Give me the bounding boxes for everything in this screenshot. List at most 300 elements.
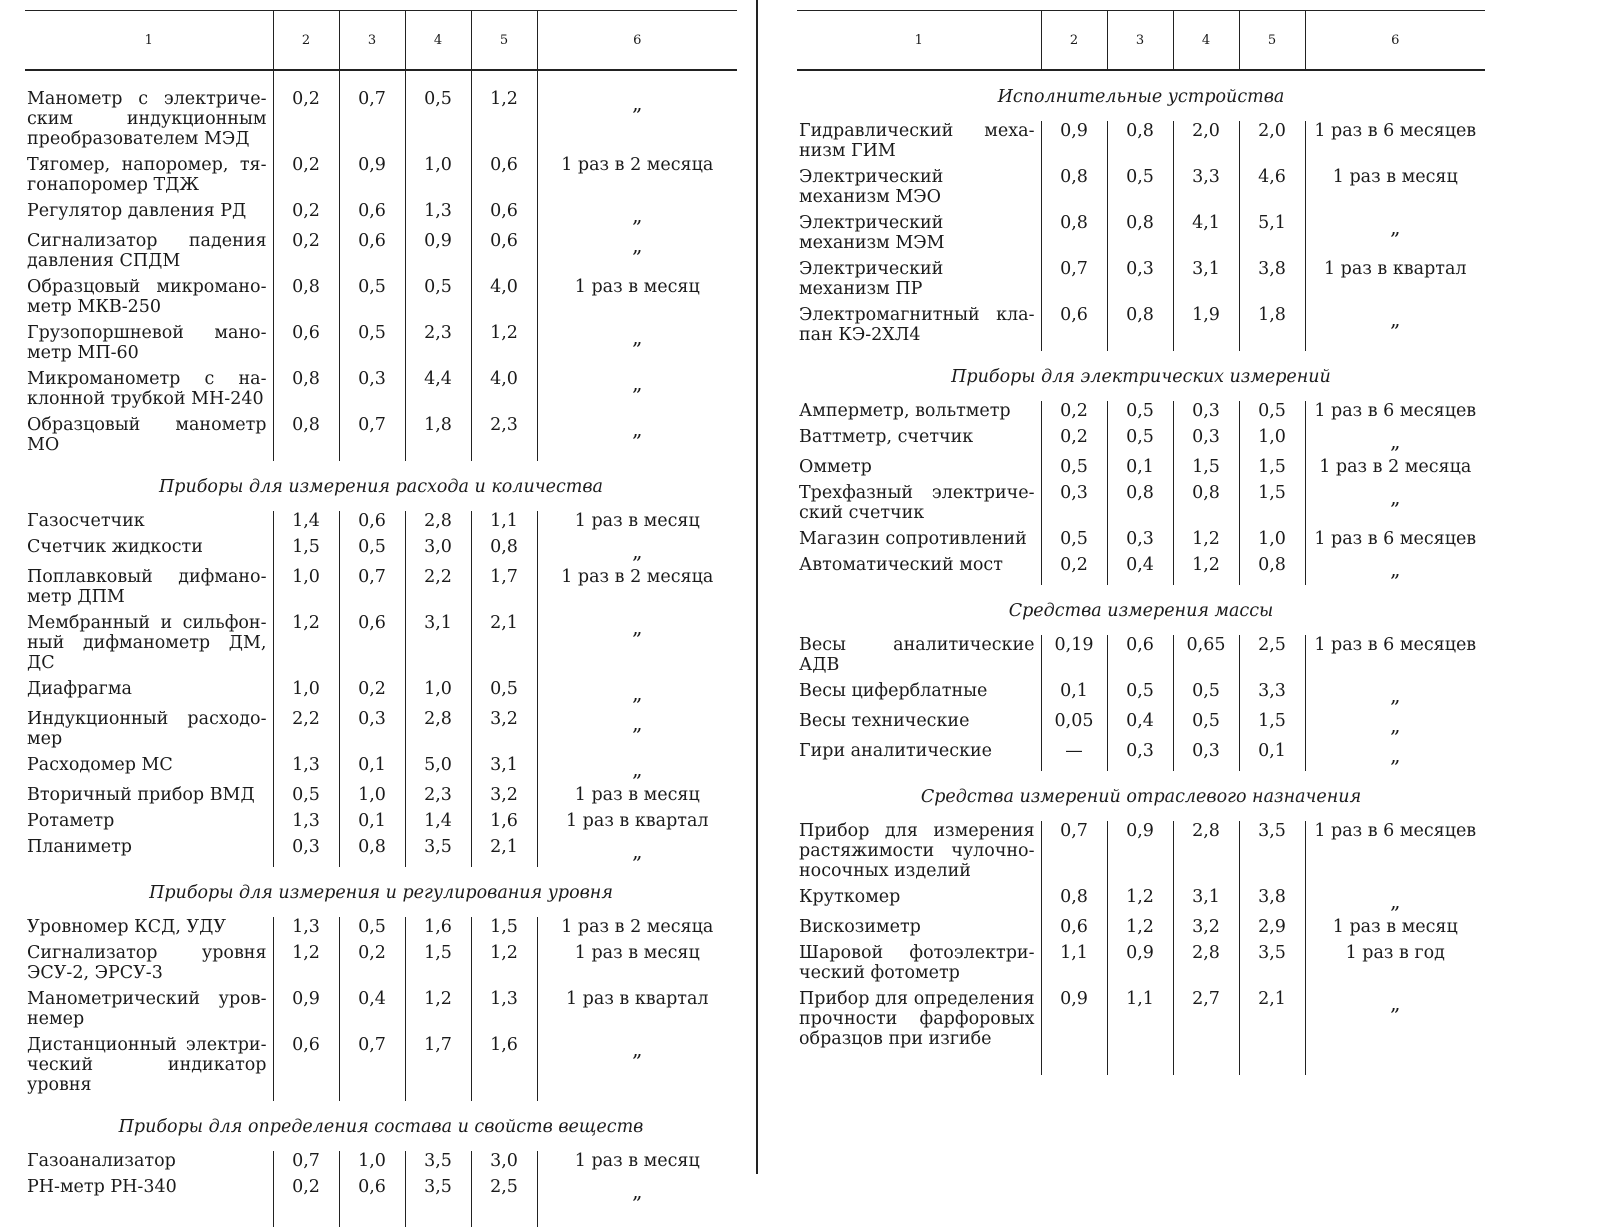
value-cell: 0,6 xyxy=(273,1035,339,1101)
instrument-name: Весы технические xyxy=(797,711,1041,741)
table-row xyxy=(25,567,737,613)
value-cell: 1,3 xyxy=(273,755,339,785)
value-cell: 3,3 xyxy=(1173,167,1239,213)
column-header: 2 xyxy=(273,11,339,71)
instrument-name: Расходомер МС xyxy=(25,755,273,785)
table-row xyxy=(25,837,737,867)
section-heading-row xyxy=(797,585,1485,635)
value-cell: 1,1 xyxy=(1041,943,1107,989)
value-cell: 0,5 xyxy=(405,89,471,155)
instrument-name: Шаровой фотоэлектри-ческий фотометр xyxy=(797,943,1041,989)
value-cell: 0,5 xyxy=(1173,711,1239,741)
value-cell: 0,8 xyxy=(1041,167,1107,213)
empty-cell xyxy=(405,1207,471,1227)
table-row xyxy=(25,155,737,201)
value-cell: 0,7 xyxy=(339,567,405,613)
value-cell: 0,7 xyxy=(339,415,405,461)
value-cell: 0,8 xyxy=(1041,213,1107,259)
value-cell: 0,3 xyxy=(339,369,405,415)
column-header: 6 xyxy=(537,11,737,71)
instrument-name: Грузопоршневой мано-метр МП-60 xyxy=(25,323,273,369)
value-cell: 0,5 xyxy=(405,277,471,323)
column-header: 4 xyxy=(1173,11,1239,71)
value-cell: 0,9 xyxy=(1107,943,1173,989)
value-cell: 1,2 xyxy=(1173,529,1239,555)
verification-period: „ xyxy=(1390,743,1401,767)
empty-cell xyxy=(273,1207,339,1227)
value-cell: 0,8 xyxy=(1107,305,1173,351)
column-header: 6 xyxy=(1305,11,1485,71)
verification-period: „ xyxy=(1390,889,1401,913)
value-cell: 2,1 xyxy=(471,837,537,867)
value-cell: 1,0 xyxy=(405,679,471,709)
value-cell: 2,0 xyxy=(1173,121,1239,167)
value-cell: 0,1 xyxy=(339,811,405,837)
value-cell: 2,2 xyxy=(273,709,339,755)
empty-cell xyxy=(1239,1055,1305,1075)
value-cell: 0,5 xyxy=(471,679,537,709)
value-cell: 0,5 xyxy=(1107,681,1173,711)
instrument-name: Весы аналитические АДВ xyxy=(797,635,1041,681)
value-cell: 0,3 xyxy=(1107,529,1173,555)
value-cell: 0,4 xyxy=(1107,711,1173,741)
value-cell: 0,5 xyxy=(1041,529,1107,555)
value-cell: 0,5 xyxy=(1173,681,1239,711)
value-cell: 1,2 xyxy=(273,943,339,989)
value-cell: 1,1 xyxy=(471,511,537,537)
verification-period: 1 раз в 6 месяцев xyxy=(1314,401,1477,421)
empty-cell xyxy=(471,70,537,89)
value-cell: 3,8 xyxy=(1239,887,1305,917)
value-cell: 0,6 xyxy=(1107,635,1173,681)
value-cell: 5,1 xyxy=(1239,213,1305,259)
value-cell: 0,8 xyxy=(1173,483,1239,529)
verification-period: 1 раз в квартал xyxy=(1323,259,1467,279)
value-cell: 3,5 xyxy=(405,1177,471,1207)
value-cell: 0,6 xyxy=(339,511,405,537)
value-cell: 0,8 xyxy=(1107,483,1173,529)
section-title: Исполнительные устройства xyxy=(997,87,1285,107)
value-cell: 0,8 xyxy=(1239,555,1305,585)
instrument-name: Прибор для измерения растяжимости чулочно-носочных изделий xyxy=(797,821,1041,887)
table-row xyxy=(797,989,1485,1055)
table-header-row xyxy=(25,11,737,71)
verification-period: „ xyxy=(632,1179,643,1203)
verification-period: 1 раз в месяц xyxy=(1332,917,1458,937)
value-cell: 1,8 xyxy=(405,415,471,461)
value-cell: 0,4 xyxy=(1107,555,1173,585)
value-cell: 1,4 xyxy=(405,811,471,837)
value-cell: 1,3 xyxy=(273,811,339,837)
value-cell: 0,3 xyxy=(273,837,339,867)
instrument-name: Омметр xyxy=(797,457,1041,483)
instrument-name: Вторичный прибор ВМД xyxy=(25,785,273,811)
table-row xyxy=(25,679,737,709)
value-cell: 0,1 xyxy=(1239,741,1305,771)
verification-period: 1 раз в 2 месяца xyxy=(561,917,714,937)
value-cell: 0,6 xyxy=(471,231,537,277)
value-cell: 0,3 xyxy=(1107,259,1173,305)
value-cell: 3,5 xyxy=(1239,821,1305,887)
value-cell: 0,5 xyxy=(1107,401,1173,427)
value-cell: 2,1 xyxy=(1239,989,1305,1055)
verification-period: „ xyxy=(1390,429,1401,453)
verification-period: „ xyxy=(632,91,643,115)
instrument-name: Индукционный расходо-мер xyxy=(25,709,273,755)
value-cell: 2,7 xyxy=(1173,989,1239,1055)
verification-period: „ xyxy=(632,1037,643,1061)
value-cell: 1,0 xyxy=(273,567,339,613)
value-cell: 1,5 xyxy=(405,943,471,989)
verification-period: „ xyxy=(632,539,643,563)
instrument-name: Диафрагма xyxy=(25,679,273,709)
value-cell: 4,4 xyxy=(405,369,471,415)
table-row xyxy=(797,121,1485,167)
column-header: 5 xyxy=(471,11,537,71)
table-row xyxy=(25,613,737,679)
value-cell: 1,5 xyxy=(1239,457,1305,483)
value-cell: 0,2 xyxy=(273,89,339,155)
table-row xyxy=(25,537,737,567)
value-cell: 0,5 xyxy=(1041,457,1107,483)
value-cell: 0,5 xyxy=(339,323,405,369)
empty-cell xyxy=(1305,1055,1485,1075)
table-row xyxy=(797,259,1485,305)
verification-period: „ xyxy=(632,711,643,735)
value-cell: 0,4 xyxy=(339,989,405,1035)
value-cell: 0,8 xyxy=(273,369,339,415)
table-row xyxy=(797,401,1485,427)
instrument-name: PH-метр PH-340 xyxy=(25,1177,273,1207)
empty-cell xyxy=(1107,1055,1173,1075)
table-row xyxy=(25,511,737,537)
instrument-name: Планиметр xyxy=(25,837,273,867)
table-row xyxy=(797,917,1485,943)
section-title: Приборы для электрических измерений xyxy=(951,367,1331,387)
value-cell: 0,6 xyxy=(339,201,405,231)
verification-period: „ xyxy=(632,233,643,257)
value-cell: 0,5 xyxy=(1239,401,1305,427)
table-row xyxy=(797,213,1485,259)
value-cell: 0,6 xyxy=(339,613,405,679)
table-row xyxy=(797,167,1485,213)
value-cell: 0,8 xyxy=(273,277,339,323)
empty-cell xyxy=(471,1207,537,1227)
value-cell: 2,5 xyxy=(1239,635,1305,681)
value-cell: 0,6 xyxy=(273,323,339,369)
table-row xyxy=(797,943,1485,989)
value-cell: 1,5 xyxy=(273,537,339,567)
section-heading-row xyxy=(25,1101,737,1151)
value-cell: 0,2 xyxy=(339,943,405,989)
table-row xyxy=(797,887,1485,917)
table-row xyxy=(797,681,1485,711)
instrument-name: Автоматический мост xyxy=(797,555,1041,585)
value-cell: 1,6 xyxy=(471,811,537,837)
section-title: Приборы для измерения и регулирования уровня xyxy=(149,883,613,903)
instrument-name: Мембранный и сильфон-ный дифманометр ДМ, ДС xyxy=(25,613,273,679)
verification-period: „ xyxy=(1390,215,1401,239)
table-row xyxy=(25,709,737,755)
value-cell: 1,5 xyxy=(471,917,537,943)
value-cell: 0,2 xyxy=(339,679,405,709)
verification-period: 1 раз в месяц xyxy=(574,1151,700,1171)
instrument-name: Магазин сопротивлений xyxy=(797,529,1041,555)
section-title: Средства измерения массы xyxy=(1008,601,1274,621)
value-cell: 1,0 xyxy=(405,155,471,201)
section-heading-row xyxy=(797,351,1485,401)
value-cell: 1,2 xyxy=(1107,917,1173,943)
value-cell: 0,5 xyxy=(1107,167,1173,213)
verification-period: „ xyxy=(1390,485,1401,509)
value-cell: 1,0 xyxy=(273,679,339,709)
maintenance-table-right xyxy=(797,10,1485,1075)
instrument-name: Ваттметр, счетчик xyxy=(797,427,1041,457)
value-cell: 1,2 xyxy=(471,323,537,369)
value-cell: 0,65 xyxy=(1173,635,1239,681)
instrument-name: Вискозиметр xyxy=(797,917,1041,943)
value-cell: 3,5 xyxy=(405,837,471,867)
table-row xyxy=(797,483,1485,529)
empty-cell xyxy=(537,1207,737,1227)
value-cell: 2,8 xyxy=(1173,943,1239,989)
verification-period: 1 раз в месяц xyxy=(574,943,700,963)
value-cell: 0,9 xyxy=(405,231,471,277)
value-cell: 2,2 xyxy=(405,567,471,613)
value-cell: 1,5 xyxy=(1239,483,1305,529)
value-cell: 0,5 xyxy=(1107,427,1173,457)
column-header: 1 xyxy=(797,11,1041,71)
value-cell: 1,3 xyxy=(405,201,471,231)
value-cell: 1,0 xyxy=(339,785,405,811)
table-row xyxy=(797,427,1485,457)
right-page xyxy=(797,10,1485,1075)
table-row xyxy=(25,201,737,231)
verification-period: 1 раз в 2 месяца xyxy=(1319,457,1472,477)
table-row xyxy=(25,369,737,415)
verification-period: 1 раз в месяц xyxy=(574,277,700,297)
instrument-name: Круткомер xyxy=(797,887,1041,917)
spacer-row xyxy=(797,1055,1485,1075)
column-header: 4 xyxy=(405,11,471,71)
table-row xyxy=(25,323,737,369)
verification-period: 1 раз в 2 месяца xyxy=(561,155,714,175)
value-cell: 4,0 xyxy=(471,369,537,415)
section-heading-row xyxy=(25,867,737,917)
value-cell: 1,2 xyxy=(273,613,339,679)
value-cell: 0,9 xyxy=(273,989,339,1035)
value-cell: 3,2 xyxy=(471,785,537,811)
value-cell: 1,3 xyxy=(273,917,339,943)
section-title: Приборы для измерения расхода и количества xyxy=(159,477,603,497)
empty-cell xyxy=(25,70,273,89)
value-cell: 1,7 xyxy=(405,1035,471,1101)
empty-cell xyxy=(797,1055,1041,1075)
value-cell: 2,3 xyxy=(471,415,537,461)
verification-period: 1 раз в 6 месяцев xyxy=(1314,821,1477,841)
section-title: Приборы для определения состава и свойств веществ xyxy=(118,1117,644,1137)
verification-period: 1 раз в 6 месяцев xyxy=(1314,121,1477,141)
table-row xyxy=(25,1151,737,1177)
spacer-row xyxy=(25,1207,737,1227)
verification-period: „ xyxy=(632,757,643,781)
table-row xyxy=(25,1177,737,1207)
instrument-name: Счетчик жидкости xyxy=(25,537,273,567)
value-cell: 0,2 xyxy=(1041,401,1107,427)
verification-period: 1 раз в месяц xyxy=(574,511,700,531)
value-cell: 4,1 xyxy=(1173,213,1239,259)
value-cell: 1,2 xyxy=(471,943,537,989)
verification-period: „ xyxy=(1390,713,1401,737)
value-cell: 5,0 xyxy=(405,755,471,785)
page-gutter-divider xyxy=(756,0,758,1174)
table-row xyxy=(797,711,1485,741)
value-cell: 0,8 xyxy=(471,537,537,567)
verification-period: „ xyxy=(1390,991,1401,1015)
value-cell: 0,7 xyxy=(273,1151,339,1177)
value-cell: 1,6 xyxy=(405,917,471,943)
maintenance-table-left xyxy=(25,10,737,1227)
instrument-name: Электрический механизм МЭМ xyxy=(797,213,1041,259)
section-heading-row xyxy=(797,70,1485,121)
value-cell: 0,1 xyxy=(1041,681,1107,711)
value-cell: 2,3 xyxy=(405,785,471,811)
instrument-name: Гири аналитические xyxy=(797,741,1041,771)
value-cell: 0,7 xyxy=(339,1035,405,1101)
instrument-name: Электрический механизм ПР xyxy=(797,259,1041,305)
value-cell: 2,1 xyxy=(471,613,537,679)
table-row xyxy=(797,741,1485,771)
instrument-name: Манометр с электриче-ским индукционным преобразователем МЭД xyxy=(25,89,273,155)
table-header-row xyxy=(797,11,1485,71)
value-cell: 0,2 xyxy=(273,155,339,201)
value-cell: 0,5 xyxy=(339,277,405,323)
value-cell: 3,1 xyxy=(471,755,537,785)
value-cell: 0,2 xyxy=(1041,427,1107,457)
verification-period: „ xyxy=(632,681,643,705)
column-header: 2 xyxy=(1041,11,1107,71)
empty-cell xyxy=(537,70,737,89)
verification-period: „ xyxy=(1390,307,1401,331)
table-row xyxy=(25,917,737,943)
value-cell: 3,0 xyxy=(405,537,471,567)
table-row xyxy=(25,415,737,461)
instrument-name: Микроманометр с на-клонной трубкой МН-240 xyxy=(25,369,273,415)
value-cell: 1,2 xyxy=(1107,887,1173,917)
value-cell: 0,2 xyxy=(1041,555,1107,585)
verification-period: „ xyxy=(632,325,643,349)
left-page xyxy=(25,10,737,1227)
value-cell: 0,8 xyxy=(273,415,339,461)
table-row xyxy=(25,89,737,155)
value-cell: 2,8 xyxy=(405,511,471,537)
value-cell: 3,8 xyxy=(1239,259,1305,305)
verification-period: 1 раз в квартал xyxy=(565,811,709,831)
table-row xyxy=(797,529,1485,555)
spacer-row xyxy=(25,70,737,89)
value-cell: 3,1 xyxy=(1173,887,1239,917)
value-cell: 3,2 xyxy=(471,709,537,755)
instrument-name: Тягомер, напоромер, тя-гонапоромер ТДЖ xyxy=(25,155,273,201)
value-cell: 3,5 xyxy=(1239,943,1305,989)
value-cell: 1,4 xyxy=(273,511,339,537)
value-cell: 0,3 xyxy=(1107,741,1173,771)
verification-period: 1 раз в год xyxy=(1345,943,1445,963)
table-row xyxy=(25,785,737,811)
instrument-name: Газоанализатор xyxy=(25,1151,273,1177)
instrument-name: Амперметр, вольтметр xyxy=(797,401,1041,427)
value-cell: 2,5 xyxy=(471,1177,537,1207)
value-cell: 0,2 xyxy=(273,231,339,277)
value-cell: 1,8 xyxy=(1239,305,1305,351)
table-row xyxy=(25,943,737,989)
value-cell: 1,2 xyxy=(471,89,537,155)
instrument-name: Регулятор давления РД xyxy=(25,201,273,231)
value-cell: 1,0 xyxy=(339,1151,405,1177)
value-cell: 0,9 xyxy=(1107,821,1173,887)
empty-cell xyxy=(1173,1055,1239,1075)
value-cell: 0,3 xyxy=(1173,741,1239,771)
value-cell: 0,6 xyxy=(339,1177,405,1207)
table-row xyxy=(25,989,737,1035)
verification-period: 1 раз в 6 месяцев xyxy=(1314,635,1477,655)
instrument-name: Гидравлический меха-низм ГИМ xyxy=(797,121,1041,167)
instrument-name: Манометрический уров-немер xyxy=(25,989,273,1035)
value-cell: 0,3 xyxy=(1173,401,1239,427)
table-row xyxy=(797,821,1485,887)
instrument-name: Поплавковый дифмано-метр ДПМ xyxy=(25,567,273,613)
value-cell: 1,1 xyxy=(1107,989,1173,1055)
value-cell: 0,8 xyxy=(1041,887,1107,917)
table-row xyxy=(25,811,737,837)
table-row xyxy=(25,755,737,785)
value-cell: 0,3 xyxy=(339,709,405,755)
value-cell: — xyxy=(1041,741,1107,771)
value-cell: 1,2 xyxy=(1173,555,1239,585)
value-cell: 0,7 xyxy=(1041,259,1107,305)
value-cell: 0,1 xyxy=(1107,457,1173,483)
value-cell: 0,6 xyxy=(471,155,537,201)
value-cell: 3,1 xyxy=(405,613,471,679)
value-cell: 2,9 xyxy=(1239,917,1305,943)
value-cell: 1,5 xyxy=(1239,711,1305,741)
instrument-name: Сигнализатор падения давления СПДМ xyxy=(25,231,273,277)
value-cell: 2,8 xyxy=(405,709,471,755)
value-cell: 0,9 xyxy=(1041,989,1107,1055)
instrument-name: Электромагнитный кла-пан КЭ-2ХЛ4 xyxy=(797,305,1041,351)
table-row xyxy=(25,1035,737,1101)
value-cell: 0,6 xyxy=(1041,305,1107,351)
value-cell: 3,0 xyxy=(471,1151,537,1177)
empty-cell xyxy=(339,1207,405,1227)
verification-period: „ xyxy=(1390,557,1401,581)
verification-period: 1 раз в 6 месяцев xyxy=(1314,529,1477,549)
value-cell: 0,8 xyxy=(1107,213,1173,259)
instrument-name: Трехфазный электриче-ский счетчик xyxy=(797,483,1041,529)
value-cell: 0,3 xyxy=(1041,483,1107,529)
value-cell: 0,6 xyxy=(339,231,405,277)
value-cell: 0,5 xyxy=(339,537,405,567)
verification-period: „ xyxy=(632,839,643,863)
value-cell: 0,8 xyxy=(1107,121,1173,167)
value-cell: 2,3 xyxy=(405,323,471,369)
value-cell: 0,19 xyxy=(1041,635,1107,681)
value-cell: 0,5 xyxy=(339,917,405,943)
value-cell: 0,2 xyxy=(273,1177,339,1207)
section-title: Средства измерений отраслевого назначения xyxy=(920,787,1362,807)
instrument-name: Образцовый микромано-метр МКВ-250 xyxy=(25,277,273,323)
verification-period: „ xyxy=(1390,683,1401,707)
